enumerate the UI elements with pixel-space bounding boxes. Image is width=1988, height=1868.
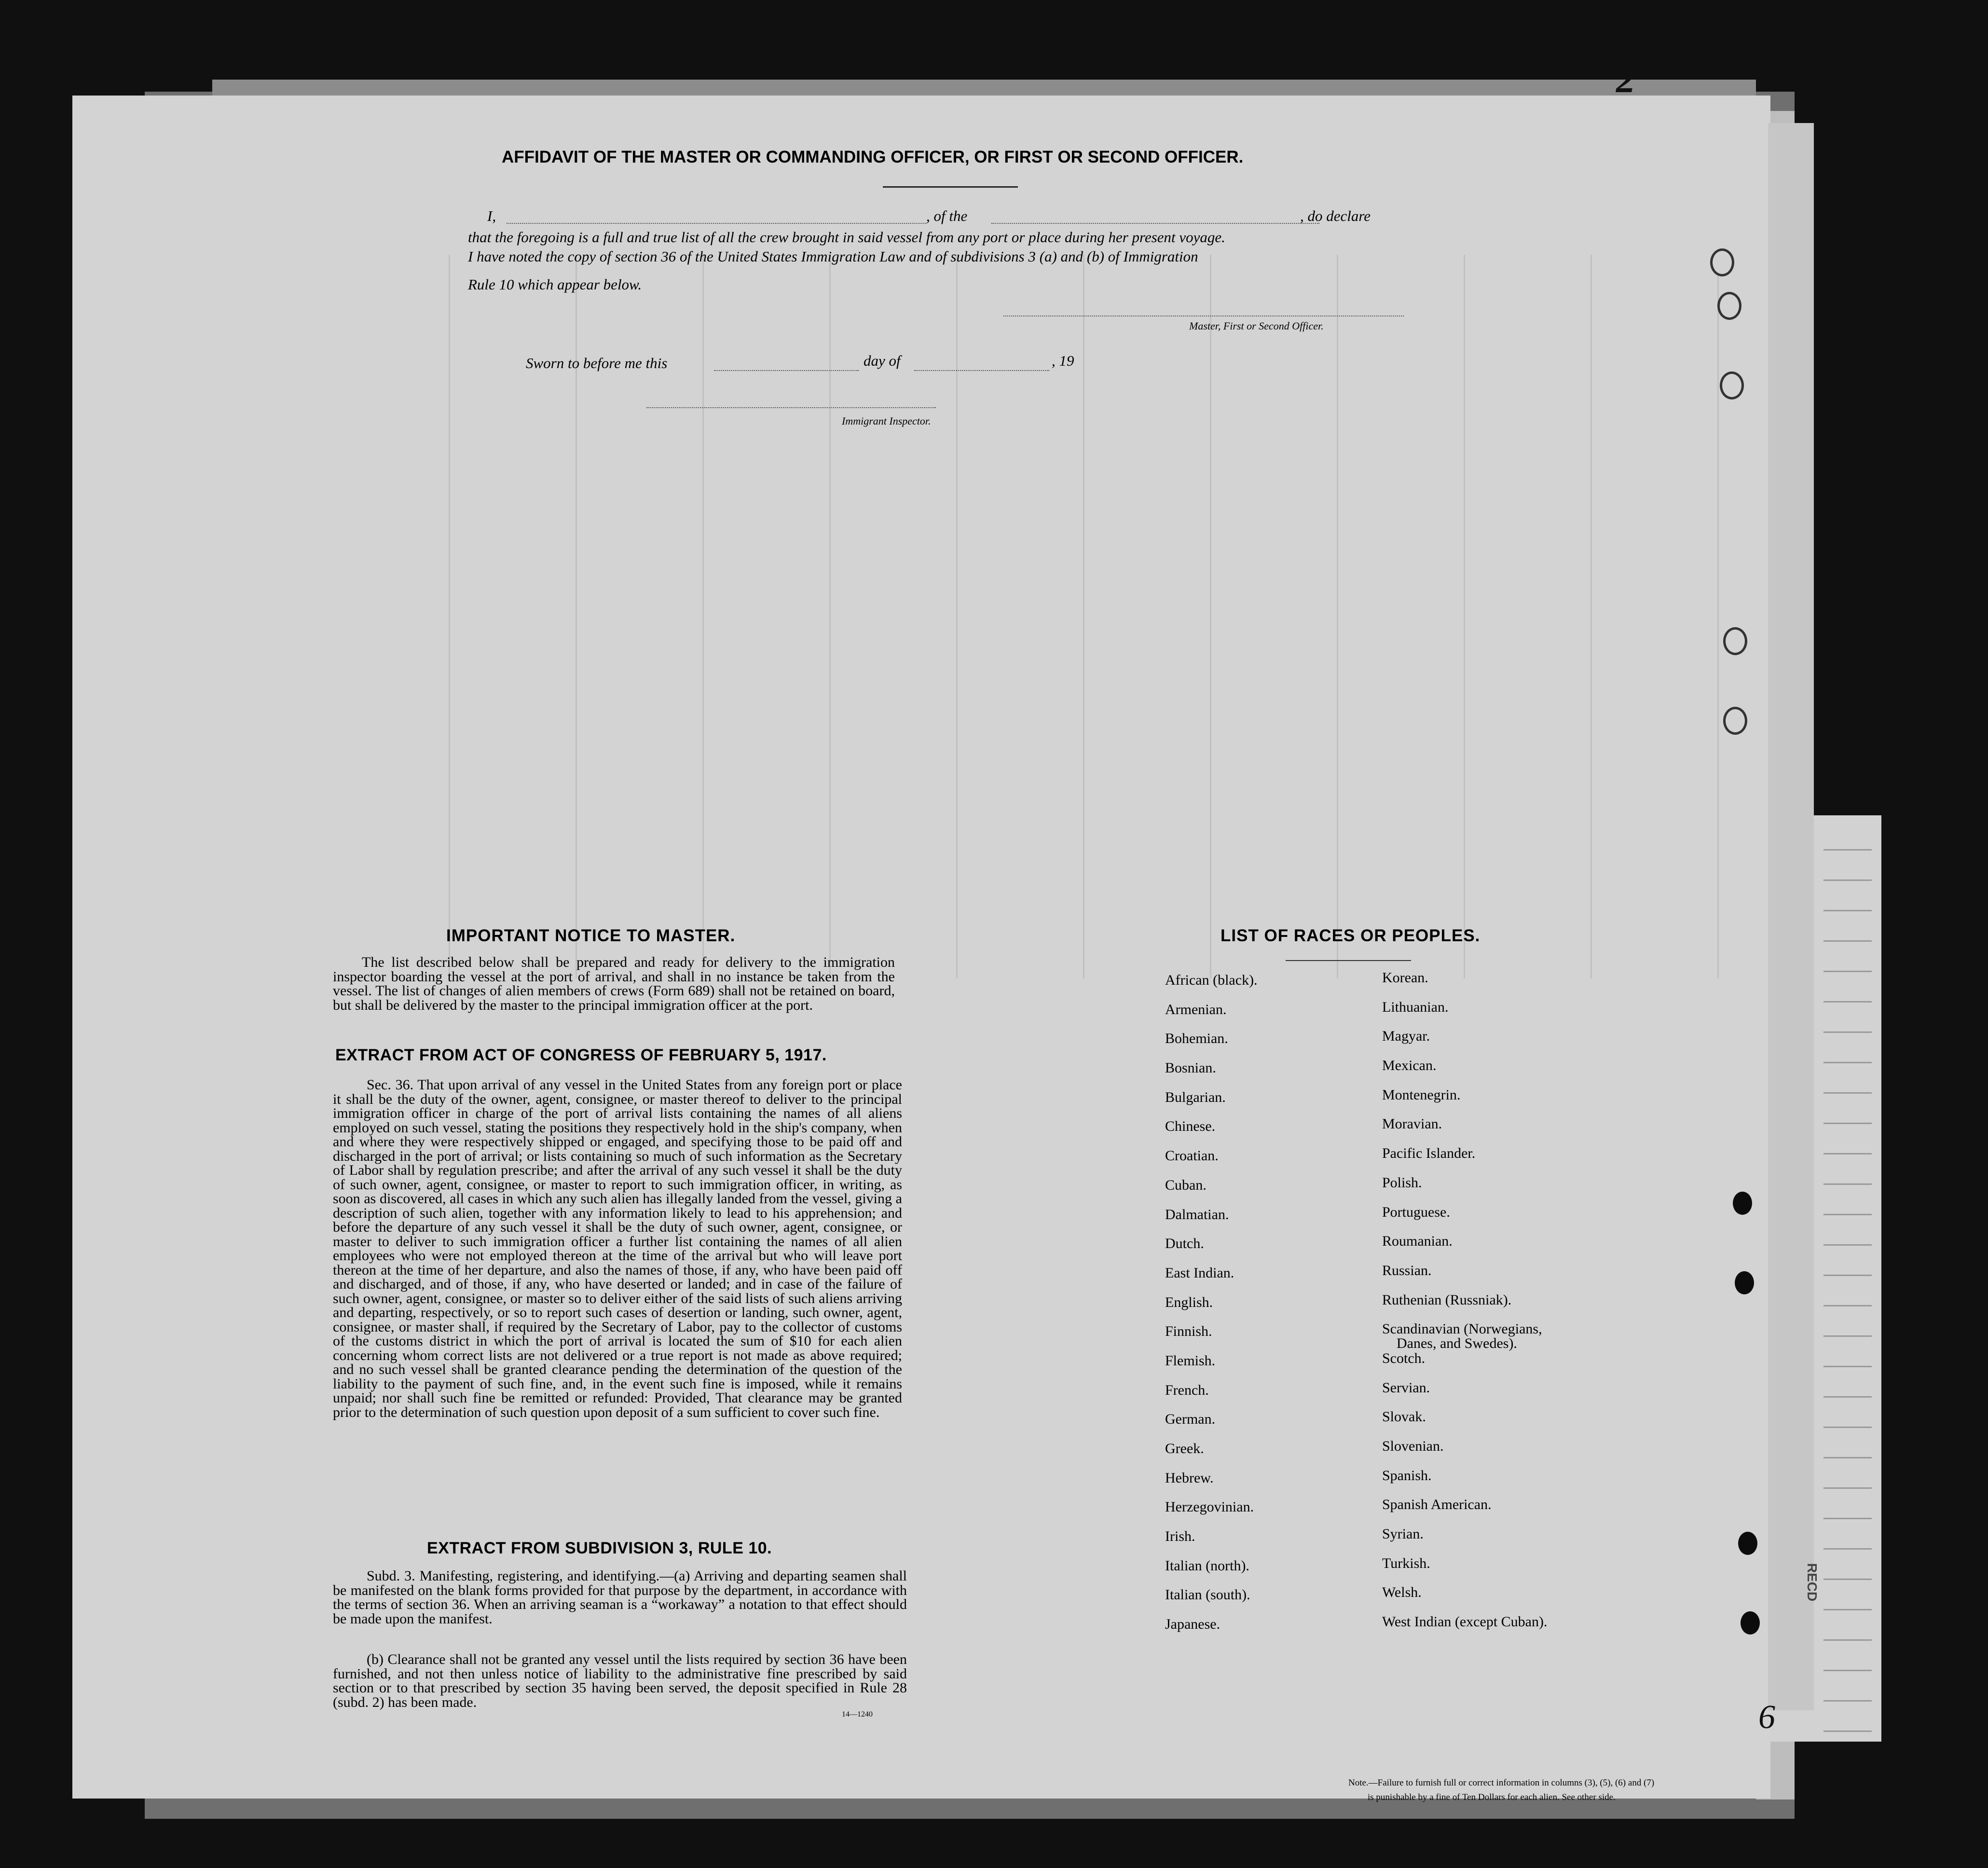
race-item: Bosnian.	[1165, 1060, 1216, 1076]
race-item: Danes, and Swedes).	[1397, 1335, 1517, 1352]
race-item: African (black).	[1165, 972, 1258, 988]
affidavit-title: AFFIDAVIT OF THE MASTER OR COMMANDING OFFICER, OR FIRST OR SECOND OFFICER.	[502, 148, 1244, 166]
race-item: Hebrew.	[1165, 1470, 1214, 1486]
extract-rule-title: EXTRACT FROM SUBDIVISION 3, RULE 10.	[427, 1539, 772, 1557]
punch-hole	[1723, 627, 1747, 655]
race-item: Servian.	[1382, 1379, 1430, 1396]
races-right-column	[1382, 970, 1547, 1643]
affidavit-line-1-declare: , do declare	[1300, 207, 1371, 224]
race-item: Chinese.	[1165, 1118, 1216, 1135]
handwritten-corner-number: 2	[1616, 58, 1635, 101]
race-item: Slovak.	[1382, 1409, 1426, 1425]
extract-rule-text-a: Subd. 3. Manifesting, registering, and identifying.—(a) Arriving and departing seamen shall be manifested on the blank forms provided for that purpose by the department, in accordance with the terms of section 36. When an arriving seaman is a “workaway” a notation to that effect should be made upon the manifest.	[333, 1568, 907, 1627]
extract-rule-text-b: (b) Clearance shall not be granted any vessel until the lists required by section 36 have been furnished, and not then unless notice of liability to the administrative fine prescribed by said section or to that prescribed by section 35 having been served, the deposit specified in Rule 28 (subd. 2) has been made.	[333, 1651, 907, 1710]
right-ledger-lines	[1823, 820, 1872, 1737]
notice-text: The list described below shall be prepared and ready for delivery to the immigration inspector boarding the vessel at the port of arrival, and shall in no instance be taken from the vessel. The list of changes of alien members of crews (Form 689) shall not be retained on board, but shall be delivered by the master to the principal immigration officer at the port.	[333, 954, 895, 1013]
race-item: Slovenian.	[1382, 1438, 1444, 1454]
race-item: Scotch.	[1382, 1350, 1426, 1366]
race-item: Lithuanian.	[1382, 999, 1449, 1015]
race-item: Spanish American.	[1382, 1497, 1492, 1513]
race-item: Scandinavian (Norwegians,	[1382, 1321, 1542, 1337]
footer-note-1: Note.—Failure to furnish full or correct information in columns (3), (5), (6) and (7)	[1348, 1778, 1655, 1788]
sworn-month-field	[914, 370, 1049, 371]
title-rule	[883, 186, 1018, 188]
sworn-day-field	[714, 370, 859, 371]
punch-hole	[1717, 292, 1741, 320]
race-item: Dutch.	[1165, 1236, 1204, 1252]
race-item: Polish.	[1382, 1174, 1422, 1191]
race-item: Moravian.	[1382, 1116, 1442, 1132]
punch-hole	[1710, 248, 1734, 276]
race-item: Japanese.	[1165, 1616, 1220, 1633]
race-item: West Indian (except Cuban).	[1382, 1614, 1548, 1630]
race-item: Italian (north).	[1165, 1557, 1249, 1574]
race-item: Ruthenian (Russniak).	[1382, 1291, 1512, 1308]
sworn-text: Sworn to before me this	[526, 355, 668, 371]
race-item: Cuban.	[1165, 1177, 1207, 1193]
affidavit-line-1-of-the: , of the	[926, 207, 968, 224]
race-item: Korean.	[1382, 970, 1428, 986]
inspector-caption: Immigrant Inspector.	[842, 415, 931, 427]
race-item: Montenegrin.	[1382, 1086, 1461, 1103]
punch-hole	[1741, 1611, 1760, 1634]
race-item: Armenian.	[1165, 1001, 1227, 1017]
received-stamp: RECD	[1805, 1563, 1820, 1602]
race-item: Turkish.	[1382, 1555, 1430, 1571]
affidavit-line-1-i: I,	[487, 207, 496, 224]
race-item: Dalmatian.	[1165, 1206, 1229, 1222]
notice-title: IMPORTANT NOTICE TO MASTER.	[446, 926, 736, 945]
races-left-column	[1165, 972, 1258, 1646]
races-title: LIST OF RACES OR PEOPLES.	[1220, 926, 1481, 945]
affidavit-line-3: I have noted the copy of section 36 of the United States Immigration Law and of subdivisions 3 (a) and (b) of Immigration	[468, 248, 1198, 265]
extract-act-text: Sec. 36. That upon arrival of any vessel in the United States from any foreign port or place it shall be the duty of the owner, agent, consignee, or master thereof to deliver to the principal immigration officer in charge of the port of arrival lists containing the names of all aliens employed on such vessel, stating the positions they respectively hold in the ship's company, when and where they were respectively shipped or engaged, and specifying those to be paid off and discharged in the port of arrival; or lists containing so much of such information as the Secretary of Labor shall by regulation prescribe; and after the arrival of any such vessel it shall be the duty of such owner, agent, consignee, or master to report to such immigration officer, in writing, as soon as discovered, all cases in which any such alien has illegally landed from the vessel, giving a description of such alien, together with any information likely to lead to his apprehension; and before the departure of any such vessel it shall be the duty of such owner, agent, consignee, or master to deliver to such immigration officer a further list containing the names of all alien employees who were not employed thereon at the time of the arrival but who will leave port thereon at the time of her departure, and also the names of those, if any, who have been paid off and discharged, and of those, if any, who have deserted or landed; and in case of the failure of such owner, agent, consignee, or master so to deliver either of the said lists of such aliens arriving and departing, respectively, or so to report such cases of desertion or landing, such owner, agent, consignee, or master shall, if required by the Secretary of Labor, pay to the collector of customs of the customs district in which the port of arrival is located the sum of $10 for each alien concerning whom correct lists are not delivered or a true report is not made as above required; and no such vessel shall be granted clearance pending the determination of the question of the liability to the payment of such fine, and, in the event such fine is imposed, while it remains unpaid; nor shall such fine be remitted or refunded: Provided, That clearance may be granted prior to the determination of such question upon deposit of a sum sufficient to cover such fine.	[333, 1077, 902, 1420]
day-of-text: day of	[864, 352, 901, 369]
race-item: Flemish.	[1165, 1352, 1216, 1369]
race-item: Finnish.	[1165, 1323, 1212, 1340]
inspector-signature-line	[646, 407, 936, 408]
race-item: Russian.	[1382, 1262, 1432, 1278]
page-edge-strip	[1768, 123, 1814, 1710]
races-rule	[1286, 960, 1411, 961]
extract-act-title: EXTRACT FROM ACT OF CONGRESS OF FEBRUARY 5, 1917.	[335, 1046, 827, 1064]
race-item: Croatian.	[1165, 1148, 1219, 1164]
punch-hole	[1735, 1271, 1754, 1294]
handwritten-page-number: 6	[1758, 1699, 1775, 1736]
race-item: German.	[1165, 1411, 1216, 1428]
race-item: Italian (south).	[1165, 1587, 1250, 1603]
form-number: 14—1240	[842, 1710, 873, 1718]
master-caption: Master, First or Second Officer.	[1189, 320, 1324, 332]
race-item: Herzegovinian.	[1165, 1499, 1254, 1515]
race-item: English.	[1165, 1294, 1213, 1310]
officer-name-field	[507, 223, 926, 224]
race-item: East Indian.	[1165, 1264, 1234, 1281]
punch-hole	[1733, 1192, 1752, 1215]
race-item: French.	[1165, 1382, 1209, 1398]
affidavit-line-4: Rule 10 which appear below.	[468, 276, 642, 293]
affidavit-line-2: that the foregoing is a full and true list of all the crew brought in said vessel from any port or place during her present voyage.	[468, 229, 1225, 246]
race-item: Roumanian.	[1382, 1233, 1453, 1250]
race-item: Bohemian.	[1165, 1030, 1228, 1047]
year-prefix: , 19	[1052, 352, 1074, 369]
race-item: Mexican.	[1382, 1058, 1437, 1074]
race-item: Magyar.	[1382, 1028, 1430, 1044]
footer-note-2: is punishable by a fine of Ten Dollars for each alien. See other side.	[1368, 1792, 1616, 1802]
vessel-name-field	[991, 223, 1319, 224]
punch-hole	[1723, 707, 1747, 735]
punch-hole	[1738, 1532, 1757, 1555]
race-item: Pacific Islander.	[1382, 1145, 1476, 1162]
race-item: Syrian.	[1382, 1526, 1424, 1542]
race-item: Irish.	[1165, 1528, 1195, 1545]
race-item: Portuguese.	[1382, 1204, 1450, 1220]
race-item: Spanish.	[1382, 1467, 1432, 1483]
punch-hole	[1720, 371, 1744, 399]
race-item: Welsh.	[1382, 1584, 1422, 1601]
race-item: Bulgarian.	[1165, 1089, 1226, 1105]
race-item: Greek.	[1165, 1441, 1204, 1456]
